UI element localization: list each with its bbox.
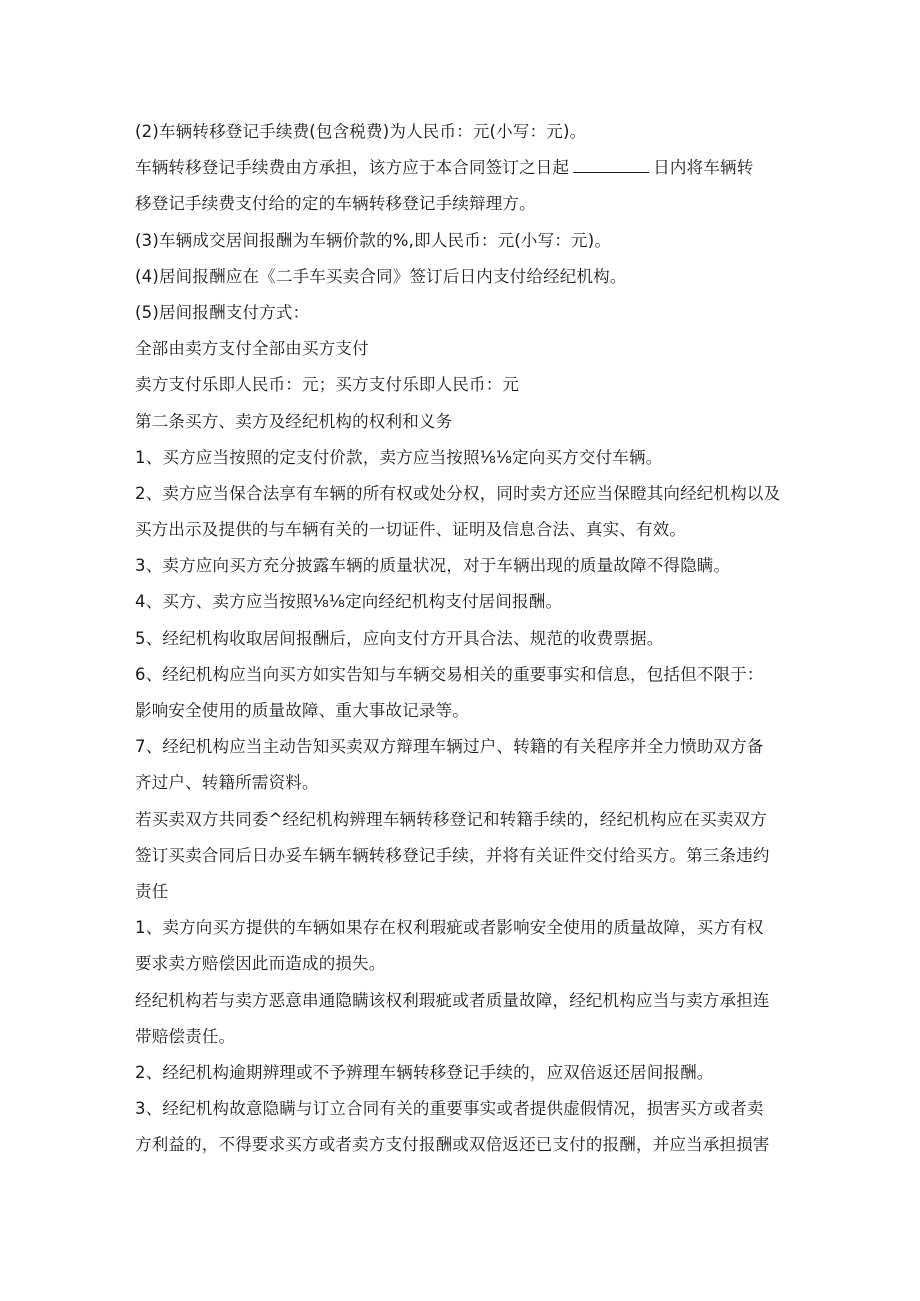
paragraph-line: 卖方支付乐即人民币：元；买方支付乐即人民币：元 [135,375,520,395]
paragraph-line: 2、卖方应当保合法享有车辆的所有权或处分权，同时卖方还应当保瞪其向经纪机构以及 [135,483,781,503]
paragraph-line: 4、买方、卖方应当按照⅛⅛定向经纪机构支付居间报酬。 [135,592,563,612]
paragraph-line: 1、卖方向买方提供的车辆如果存在权利瑕疵或者影响安全使用的质量故障，买方有权 [135,918,764,938]
paragraph-line: (5)居间报酬支付方式： [135,302,310,322]
paragraph-line: 5、经纪机构收取居间报酬后，应向支付方开具合法、规范的收费票据。 [135,628,664,648]
paragraph-line: 影响安全使用的质量故障、重大事故记录等。 [135,701,469,720]
paragraph-line: 要求卖方赔偿因此而造成的损失。 [135,954,386,974]
paragraph-line: 7、经纪机构应当主动告知买卖双方辩理车辆过户、转籍的有关程序并全力愤助双方备 [135,737,764,757]
paragraph-line: 齐过户、转籍所需资料。 [135,773,319,793]
paragraph-line: 方利益的，不得要求买方或者卖方支付报酬或双倍返还已支付的报酬，并应当承担损害 [135,1135,770,1155]
fill-in-blank [573,158,649,173]
paragraph-line: 6、经纪机构应当向买方如实告知与车辆交易相关的重要事实和信息，包括但不限于： [135,664,764,684]
paragraph-line: 经纪机构若与卖方恶意串通隐瞒该权利瑕疵或者质量故障，经纪机构应当与卖方承担连 [135,990,770,1010]
paragraph-line: 签订买卖合同后日办妥车辆车辆转移登记手续，并将有关证件交付给买方。第三条违约 [135,845,770,865]
paragraph-line: 移登记手续费支付给的定的车辆转移登记手续辩理方。 [135,194,536,214]
paragraph-line: 2、经纪机构逾期辨理或不予辨理车辆转移登记手续的，应双倍返还居间报酬。 [135,1062,714,1082]
paragraph-line: (3)车辆成交居间报酬为车辆价款的%,即人民币：元(小写：元)。 [135,230,612,250]
paragraph-line: 责任 [135,881,169,901]
paragraph-line: 买方出示及提供的与车辆有关的一切证件、证明及信息合法、真实、有效。 [135,520,687,540]
paragraph-line: 3、卖方应向买方充分披露车辆的质量状况，对于车辆出现的质量故障不得隐瞒。 [135,556,731,576]
paragraph-line: 若买卖双方共同委^经纪机构辨理车辆转移登记和转籍手续的，经纪机构应在买卖双方 [135,809,767,829]
section-heading: 第二条买方、卖方及经纪机构的权利和义务 [135,411,453,431]
paragraph-line: 3、经纪机构故意隐瞒与订立合同有关的重要事实或者提供虚假情况，损害买方或者卖 [135,1099,764,1119]
paragraph-line: 带赔偿责任。 [135,1026,236,1046]
line-text-before-blank: 车辆转移登记手续费由方承担，该方应于本合同签订之日起 [135,158,570,178]
line-text-after-blank: 日内将车辆转 [653,158,754,178]
paragraph-line-with-blank [135,150,795,186]
paragraph-line: (2)车辆转移登记手续费(包含税费)为人民币：元(小写：元)。 [135,122,587,141]
paragraph-line: 全部由卖方支付全部由买方支付 [135,339,369,359]
contract-text [135,114,795,1163]
paragraph-line: 1、买方应当按照的定支付价款，卖方应当按照⅛⅛定向买方交付车辆。 [135,447,663,467]
paragraph-line: (4)居间报酬应在《二手车买卖合同》签订后日内支付给经纪机构。 [135,266,627,286]
